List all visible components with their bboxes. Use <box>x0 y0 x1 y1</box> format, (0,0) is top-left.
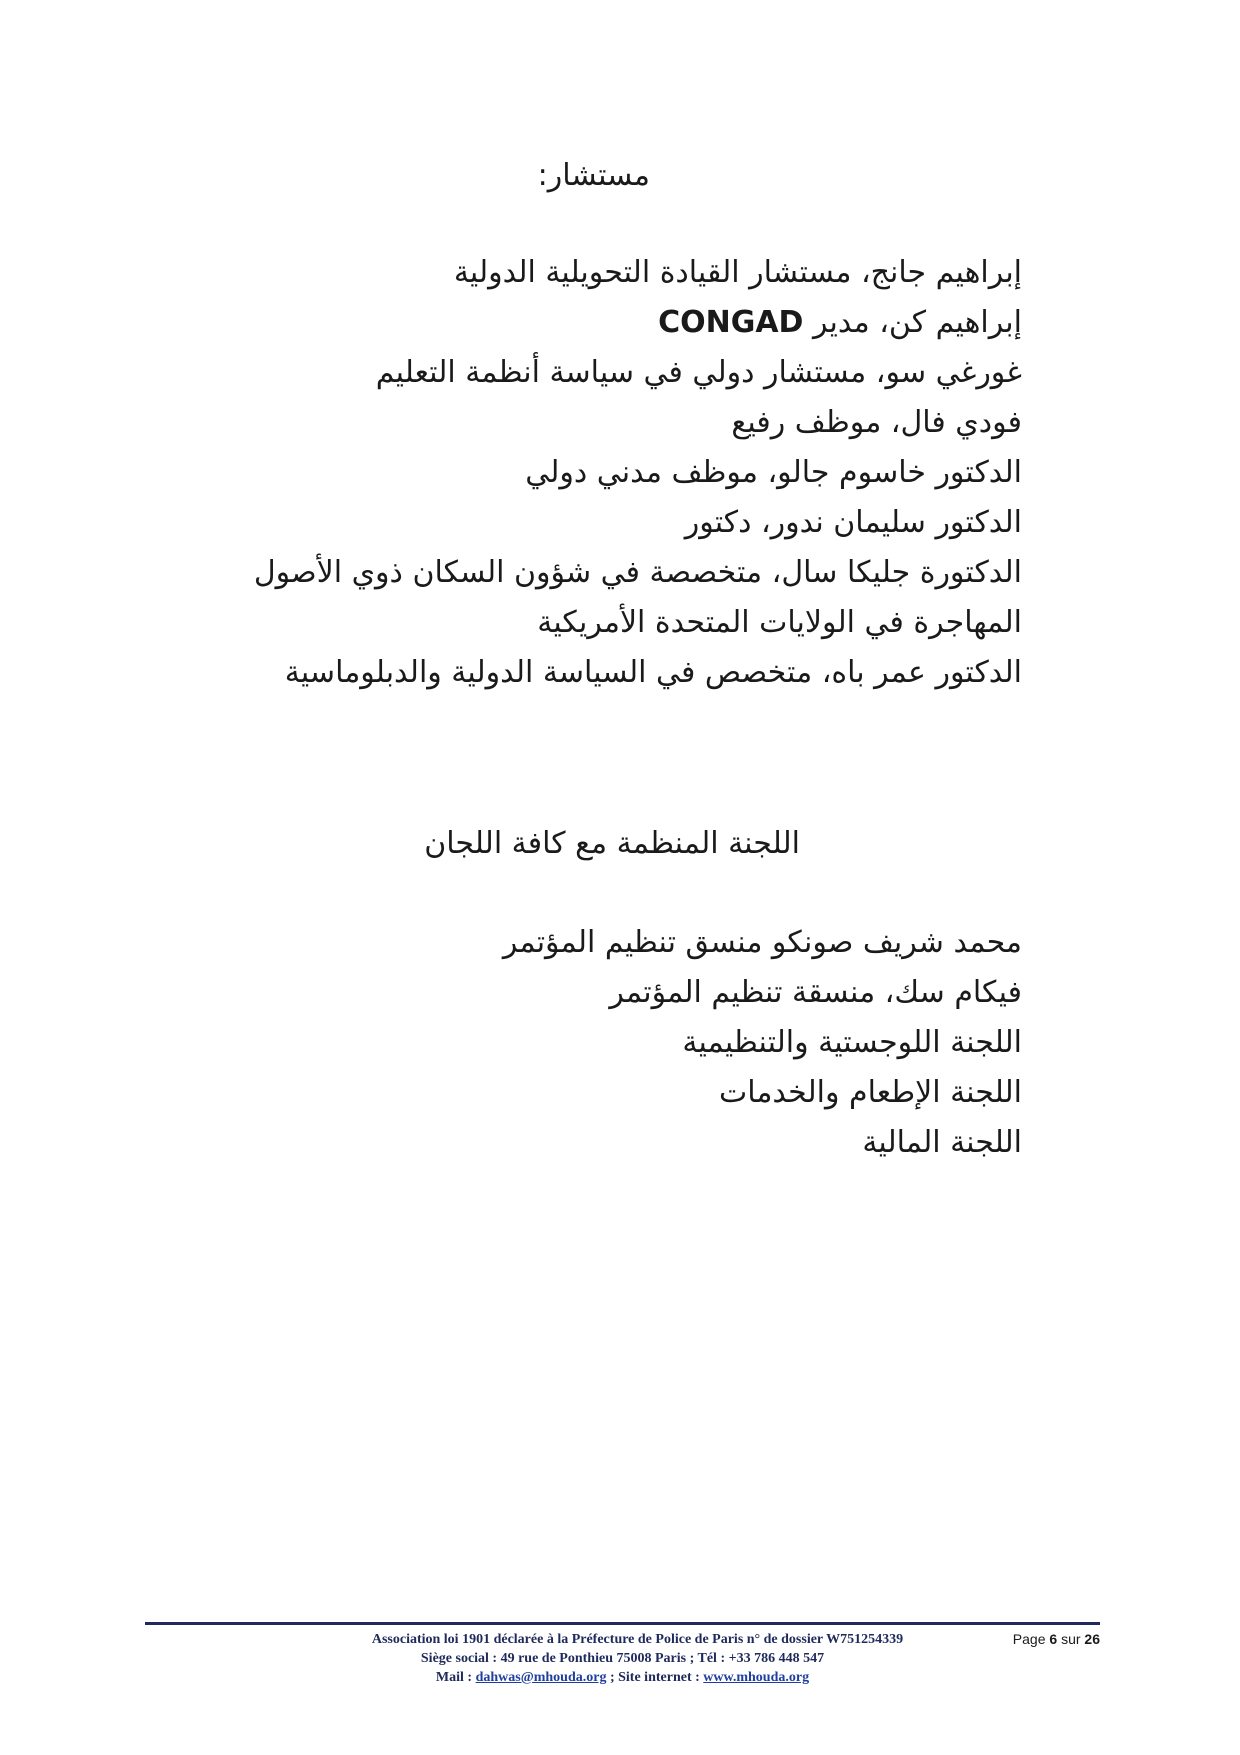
advisors-list <box>122 248 1022 698</box>
footer-divider <box>145 1622 1100 1625</box>
committee-list <box>322 918 1022 1168</box>
list-item: غورغي سو، مستشار دولي في سياسة أنظمة التعليم <box>375 355 1022 390</box>
footer-line-association <box>145 1630 1100 1649</box>
list-item: المهاجرة في الولايات المتحدة الأمريكية <box>537 605 1022 640</box>
footer-contact: Mail : dahwas@mhouda.org ; Site internet : www.mhouda.org <box>435 1670 810 1685</box>
list-item: الدكتور سليمان ندور، دكتور <box>684 505 1022 540</box>
list-item: فيكام سك، منسقة تنظيم المؤتمر <box>609 975 1022 1010</box>
page-total: 26 <box>1084 1631 1100 1647</box>
page-number: Page 6 sur 26 <box>1012 1631 1100 1647</box>
list-item: الدكتور عمر باه، متخصص في السياسة الدولية والدبلوماسية <box>284 655 1022 690</box>
list-item: اللجنة المالية <box>862 1125 1022 1160</box>
page-footer <box>145 1630 1100 1687</box>
email-link[interactable]: dahwas@mhouda.org <box>475 1670 607 1685</box>
list-item: اللجنة الإطعام والخدمات <box>718 1075 1022 1110</box>
list-item: فودي فال، موظف رفيع <box>731 405 1022 440</box>
list-item: محمد شريف صونكو منسق تنظيم المؤتمر <box>502 925 1022 960</box>
list-item: إبراهيم كن، مدير CONGAD <box>658 305 1022 340</box>
list-item: إبراهيم جانج، مستشار القيادة التحويلية الدولية <box>453 255 1022 290</box>
association-registration: Association loi 1901 déclarée à la Préfecture de Police de Paris n° de dossier W751254339 <box>371 1632 904 1647</box>
congad-name: CONGAD <box>658 305 804 340</box>
page-current: 6 <box>1049 1631 1058 1647</box>
list-item: الدكتور خاسوم جالو، موظف مدني دولي <box>525 455 1022 490</box>
committee-heading: اللجنة المنظمة مع كافة اللجان <box>424 826 800 861</box>
footer-address: Siège social : 49 rue de Ponthieu 75008 Paris ; Tél : +33 786 448 547 <box>420 1651 825 1666</box>
advisors-heading: مستشار: <box>537 158 650 193</box>
list-item: اللجنة اللوجستية والتنظيمية <box>682 1025 1022 1060</box>
website-link[interactable]: www.mhouda.org <box>703 1670 810 1685</box>
list-item: الدكتورة جليكا سال، متخصصة في شؤون السكان ذوي الأصول <box>253 555 1022 590</box>
